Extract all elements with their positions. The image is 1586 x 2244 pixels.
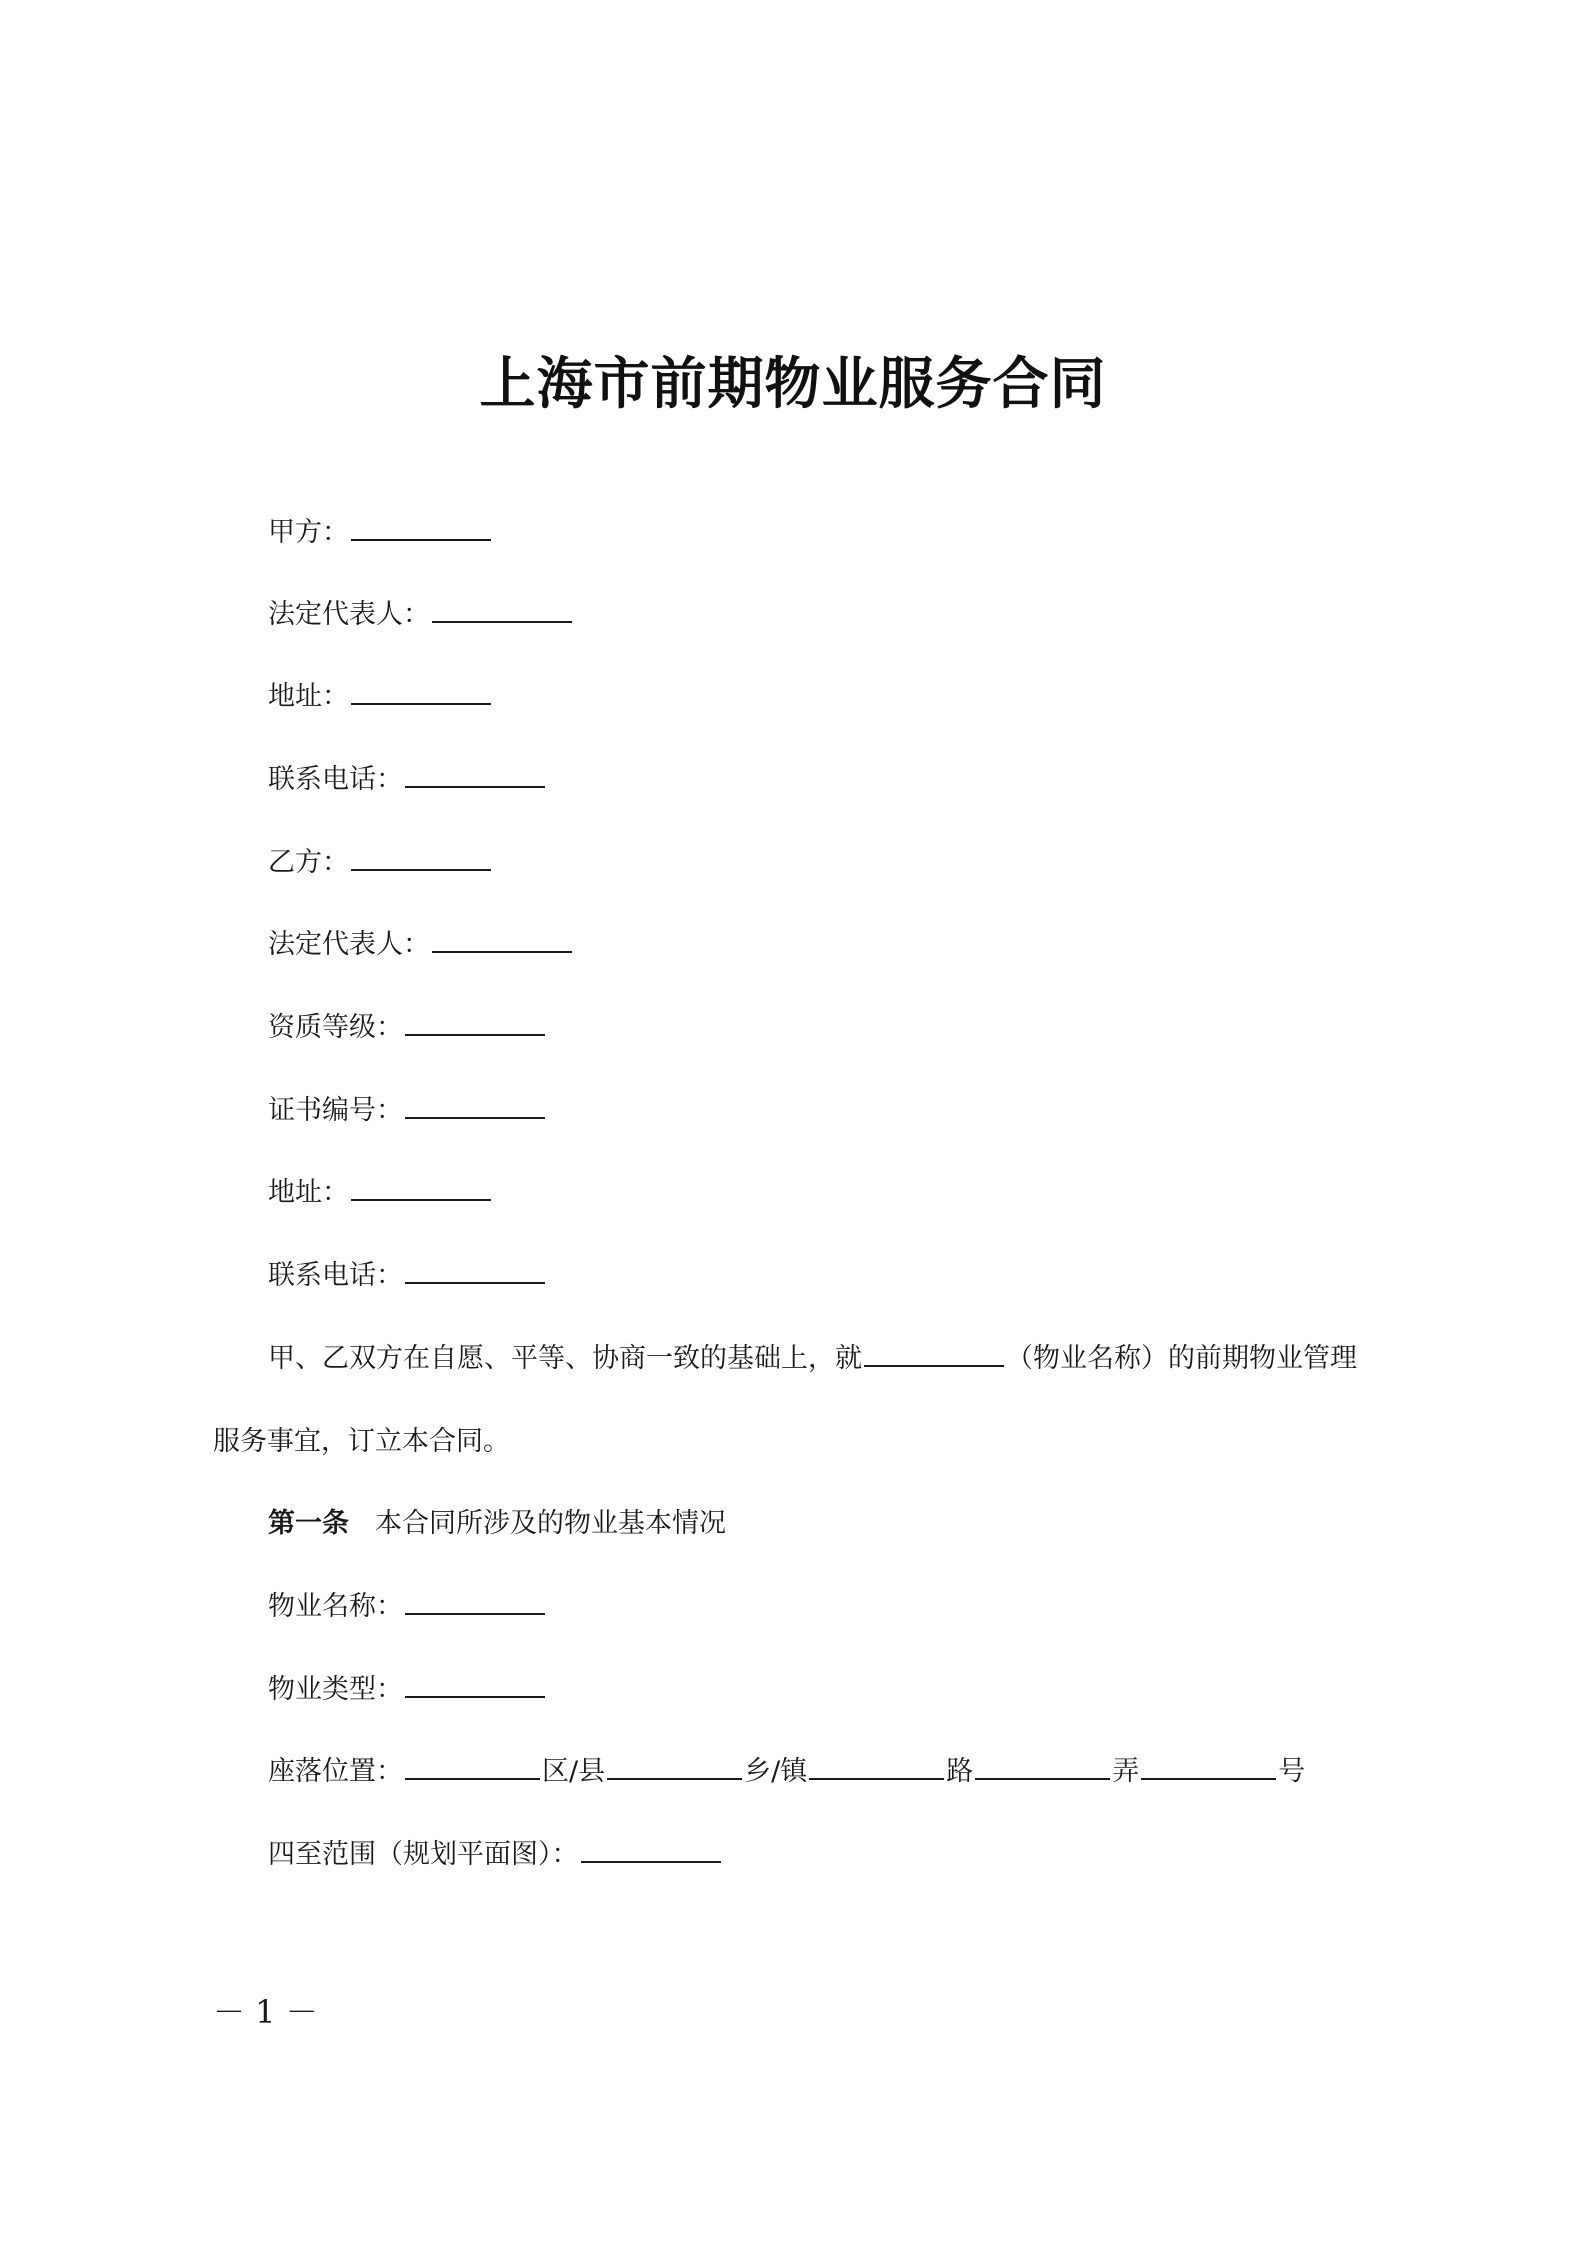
property-name-row xyxy=(268,1587,547,1627)
location-road-blank[interactable] xyxy=(809,1756,944,1780)
property-name-blank[interactable] xyxy=(405,1591,545,1615)
party-a-rep-label: 法定代表人： xyxy=(268,599,430,630)
party-b-qualification-label: 资质等级： xyxy=(268,1012,403,1043)
boundary-blank[interactable] xyxy=(581,1839,721,1863)
property-name-label: 物业名称： xyxy=(268,1591,403,1622)
party-a-rep-blank[interactable] xyxy=(432,599,572,623)
property-name-blank-preamble[interactable] xyxy=(864,1343,1004,1367)
party-a-phone-label: 联系电话： xyxy=(268,764,403,795)
party-a-name-label: 甲方： xyxy=(268,517,349,548)
preamble-text-2: （物业名称）的前期物业管理 xyxy=(1006,1343,1357,1374)
party-a-phone-blank[interactable] xyxy=(405,764,545,788)
party-b-address-row xyxy=(268,1173,493,1213)
location-district-blank[interactable] xyxy=(405,1756,540,1780)
property-type-row xyxy=(268,1670,547,1710)
property-type-label: 物业类型： xyxy=(268,1674,403,1705)
preamble-text-3: 服务事宜，订立本合同。 xyxy=(213,1426,510,1457)
party-b-certificate-blank[interactable] xyxy=(405,1095,545,1119)
party-a-address-row xyxy=(268,677,493,717)
party-b-phone-label: 联系电话： xyxy=(268,1260,403,1291)
preamble-line-2 xyxy=(213,1422,510,1462)
location-town-blank[interactable] xyxy=(607,1756,742,1780)
article-1-number: 第一条 xyxy=(268,1508,349,1539)
article-1-title: 本合同所涉及的物业基本情况 xyxy=(375,1508,726,1539)
preamble-line-1 xyxy=(268,1339,1357,1379)
preamble-text-1: 甲、乙双方在自愿、平等、协商一致的基础上，就 xyxy=(268,1343,862,1374)
party-b-name-label: 乙方： xyxy=(268,847,349,878)
location-district-label: 区/县 xyxy=(542,1756,606,1787)
location-town-label: 乡/镇 xyxy=(744,1756,808,1787)
article-1-heading xyxy=(268,1504,726,1544)
page-number: － 1 － xyxy=(213,1993,318,2031)
party-b-address-blank[interactable] xyxy=(351,1177,491,1201)
location-number-blank[interactable] xyxy=(1141,1756,1276,1780)
location-row xyxy=(268,1752,1305,1792)
party-b-rep-blank[interactable] xyxy=(432,929,572,953)
party-b-qualification-row xyxy=(268,1008,547,1048)
party-b-rep-row xyxy=(268,925,574,965)
party-a-address-blank[interactable] xyxy=(351,681,491,705)
party-b-name-row xyxy=(268,843,493,883)
party-b-name-blank[interactable] xyxy=(351,847,491,871)
party-a-rep-row xyxy=(268,595,574,635)
party-a-name-blank[interactable] xyxy=(351,517,491,541)
boundary-row xyxy=(268,1835,723,1875)
party-a-address-label: 地址： xyxy=(268,681,349,712)
location-label: 座落位置： xyxy=(268,1756,403,1787)
party-b-certificate-row xyxy=(268,1091,547,1131)
party-b-qualification-blank[interactable] xyxy=(405,1012,545,1036)
document-title: 上海市前期物业服务合同 xyxy=(479,352,1107,417)
party-b-phone-row xyxy=(268,1256,547,1296)
party-b-phone-blank[interactable] xyxy=(405,1260,545,1284)
location-number-label: 号 xyxy=(1278,1756,1306,1787)
party-b-address-label: 地址： xyxy=(268,1177,349,1208)
party-b-certificate-label: 证书编号： xyxy=(268,1095,403,1126)
location-lane-blank[interactable] xyxy=(975,1756,1110,1780)
party-b-rep-label: 法定代表人： xyxy=(268,929,430,960)
boundary-label: 四至范围（规划平面图）： xyxy=(268,1839,579,1870)
location-lane-label: 弄 xyxy=(1112,1756,1140,1787)
location-road-label: 路 xyxy=(946,1756,974,1787)
party-a-phone-row xyxy=(268,760,547,800)
property-type-blank[interactable] xyxy=(405,1674,545,1698)
party-a-name-row xyxy=(268,513,493,553)
